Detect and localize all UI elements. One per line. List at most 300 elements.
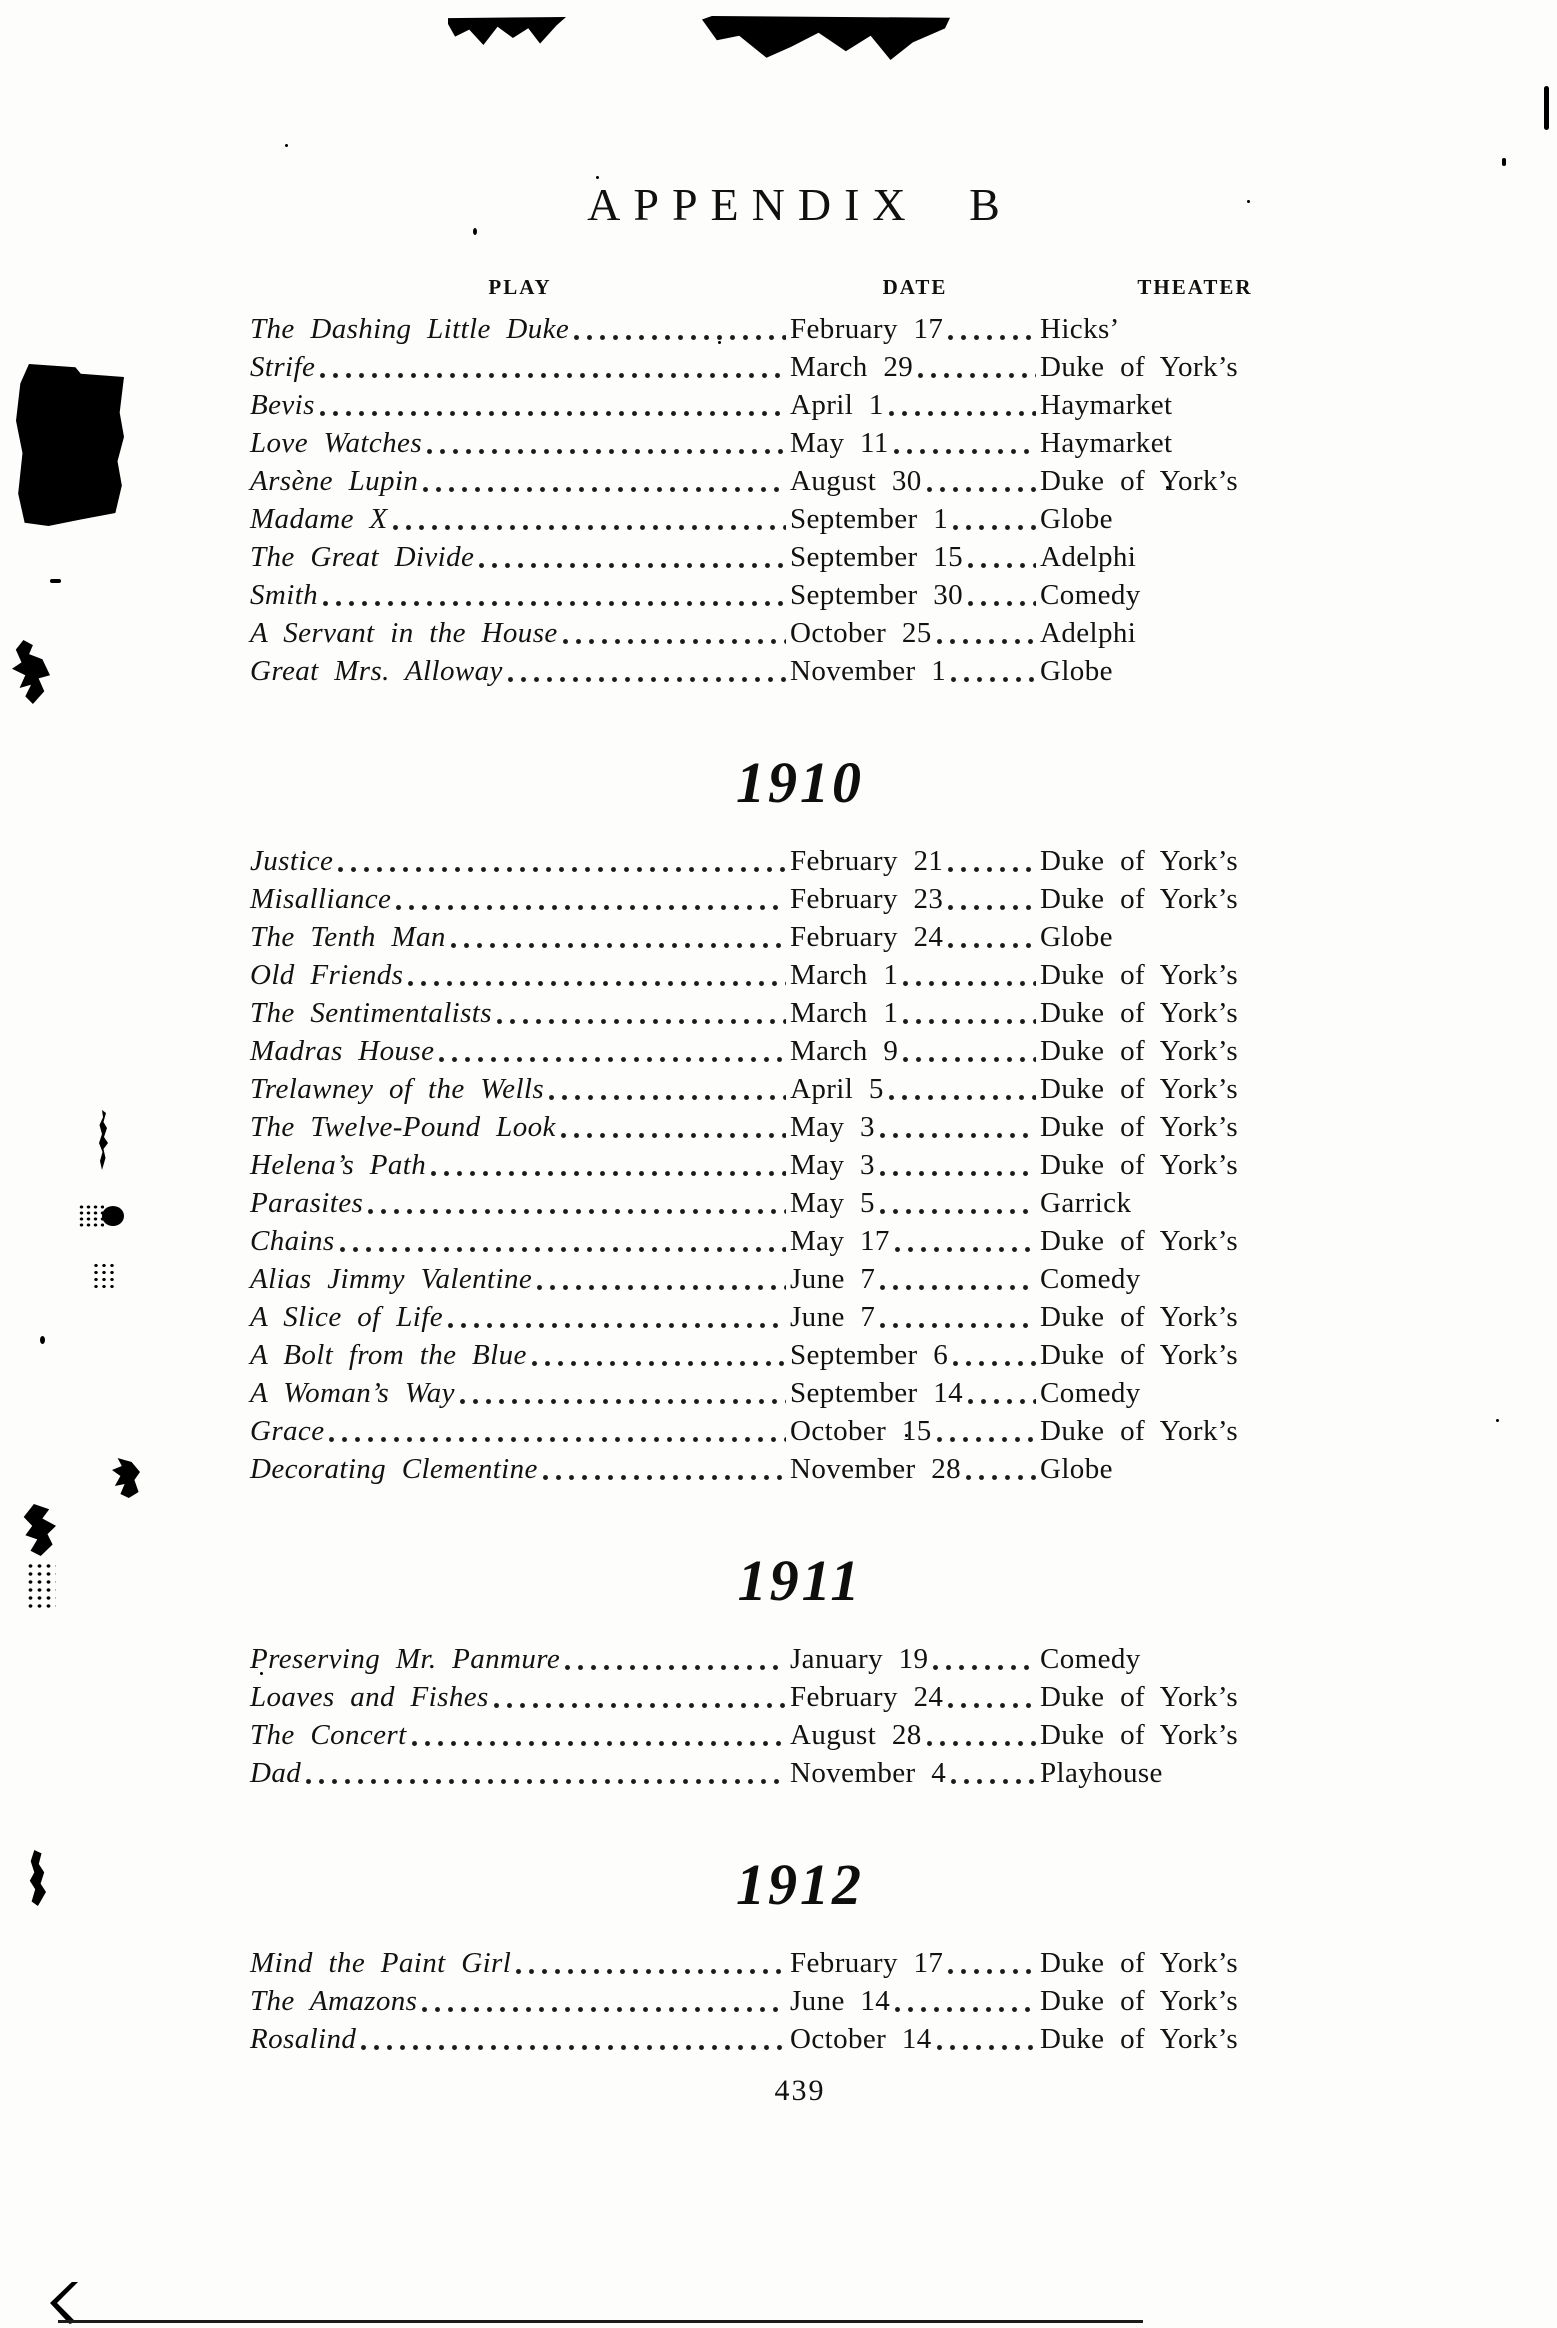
theater-name: Adelphi [1040, 617, 1137, 649]
theater-cell [1040, 1640, 1350, 1678]
play-title: Arsène Lupin [250, 465, 419, 497]
table-row [250, 1070, 1350, 1108]
theater-name: Duke of York’s [1040, 1415, 1239, 1447]
table-row [250, 462, 1350, 500]
table-row [250, 842, 1350, 880]
play-title: The Concert [250, 1719, 407, 1751]
table-row [250, 1754, 1350, 1792]
play-title: Mind the Paint Girl [250, 1947, 512, 1979]
play-date: October 15 [790, 1415, 932, 1447]
play-date: February 23 [790, 883, 944, 915]
play-date: April 5 [790, 1073, 884, 1105]
dot-leader [948, 310, 1036, 341]
section-rows [250, 842, 1350, 1488]
theater-name: Duke of York’s [1040, 465, 1239, 497]
table-row [250, 2020, 1350, 2058]
play-cell [250, 1754, 790, 1792]
table-row [250, 1982, 1350, 2020]
play-date: September 15 [790, 541, 964, 573]
play-date: March 1 [790, 997, 899, 1029]
theater-cell [1040, 1982, 1350, 2020]
play-title: Decorating Clementine [250, 1453, 538, 1485]
play-cell [250, 652, 790, 690]
play-title: Bevis [250, 389, 315, 421]
table-header-row [250, 275, 1350, 300]
theater-cell [1040, 1146, 1350, 1184]
dot-leader [968, 538, 1036, 569]
dot-leader [479, 538, 786, 569]
play-date: November 1 [790, 655, 947, 687]
dot-leader [451, 918, 786, 949]
play-date: September 14 [790, 1377, 964, 1409]
dot-leader [948, 918, 1036, 949]
play-cell [250, 576, 790, 614]
dot-leader [320, 386, 786, 417]
theater-name: Comedy [1040, 579, 1141, 611]
table-row [250, 1374, 1350, 1412]
theater-cell [1040, 994, 1350, 1032]
play-title: Grace [250, 1415, 325, 1447]
theater-name: Duke of York’s [1040, 1719, 1239, 1751]
theater-cell [1040, 1678, 1350, 1716]
theater-cell [1040, 1754, 1350, 1792]
year-section [250, 744, 1350, 1488]
theater-cell [1040, 1260, 1350, 1298]
dot-leader [953, 500, 1036, 531]
table-row [250, 538, 1350, 576]
play-date: August 28 [790, 1719, 922, 1751]
date-cell [790, 1374, 1040, 1412]
date-cell [790, 880, 1040, 918]
theater-name: Globe [1040, 1453, 1113, 1485]
dot-leader [574, 310, 786, 341]
date-cell [790, 1678, 1040, 1716]
dot-leader [393, 500, 786, 531]
date-cell [790, 310, 1040, 348]
theater-cell [1040, 576, 1350, 614]
theater-name: Comedy [1040, 1377, 1141, 1409]
play-date: October 25 [790, 617, 932, 649]
table-row [250, 500, 1350, 538]
date-cell [790, 1412, 1040, 1450]
play-title: The Dashing Little Duke [250, 313, 570, 345]
play-cell [250, 1298, 790, 1336]
ink-spot-left-margin [102, 1206, 124, 1226]
play-date: February 21 [790, 845, 944, 877]
dot-leader [408, 956, 786, 987]
play-date: August 30 [790, 465, 922, 497]
dot-leader [423, 462, 786, 493]
theater-cell [1040, 1944, 1350, 1982]
play-cell [250, 880, 790, 918]
play-title: Madras House [250, 1035, 435, 1067]
play-cell [250, 500, 790, 538]
play-cell [250, 1716, 790, 1754]
play-title: Trelawney of the Wells [250, 1073, 545, 1105]
play-date: January 19 [790, 1643, 929, 1675]
table-row [250, 652, 1350, 690]
dot-leader [396, 880, 786, 911]
dot-leader [412, 1716, 786, 1747]
dot-leader [460, 1374, 786, 1405]
play-cell [250, 310, 790, 348]
ink-blot-left-margin [16, 364, 124, 526]
play-title: Love Watches [250, 427, 423, 459]
date-cell [790, 500, 1040, 538]
play-date: June 7 [790, 1301, 876, 1333]
dot-leader [880, 1108, 1036, 1139]
dot-leader [323, 576, 786, 607]
ink-smudge-left-margin [22, 1504, 56, 1556]
play-cell [250, 1412, 790, 1450]
dot-leader [895, 1222, 1036, 1253]
play-title: Chains [250, 1225, 335, 1257]
theater-name: Duke of York’s [1040, 1985, 1239, 2017]
play-title: The Great Divide [250, 541, 475, 573]
play-title: Parasites [250, 1187, 364, 1219]
date-cell [790, 1032, 1040, 1070]
play-cell [250, 956, 790, 994]
play-title: Loaves and Fishes [250, 1681, 489, 1713]
date-cell [790, 462, 1040, 500]
date-cell [790, 1982, 1040, 2020]
date-cell [790, 1222, 1040, 1260]
dot-leader [948, 880, 1036, 911]
theater-cell [1040, 538, 1350, 576]
dot-leader [338, 842, 786, 873]
play-cell [250, 1146, 790, 1184]
play-cell [250, 386, 790, 424]
theater-name: Duke of York’s [1040, 351, 1239, 383]
dot-leader [880, 1260, 1036, 1291]
scan-artifact [50, 579, 61, 583]
theater-cell [1040, 1222, 1350, 1260]
play-date: May 11 [790, 427, 889, 459]
ink-smudge-left-margin [12, 640, 50, 704]
year-heading: 1912 [736, 1852, 864, 1917]
dot-leader [889, 1070, 1036, 1101]
play-title: Misalliance [250, 883, 392, 915]
dot-leader [968, 1374, 1036, 1405]
date-cell [790, 1640, 1040, 1678]
dot-leader [927, 462, 1036, 493]
dot-leader [516, 1944, 786, 1975]
dot-leader [889, 386, 1036, 417]
table-row [250, 1298, 1350, 1336]
theater-cell [1040, 310, 1350, 348]
play-date: February 24 [790, 921, 944, 953]
play-cell [250, 1678, 790, 1716]
play-title: Justice [250, 845, 334, 877]
theater-name: Haymarket [1040, 427, 1173, 459]
theater-name: Haymarket [1040, 389, 1173, 421]
dot-leader [966, 1450, 1036, 1481]
theater-cell [1040, 1108, 1350, 1146]
play-date: September 1 [790, 503, 949, 535]
table-row [250, 424, 1350, 462]
theater-cell [1040, 842, 1350, 880]
dot-leader [532, 1336, 786, 1367]
play-date: February 17 [790, 1947, 944, 1979]
section-rows [250, 1640, 1350, 1792]
dot-leader [340, 1222, 786, 1253]
table-row [250, 310, 1350, 348]
ink-spot [40, 1336, 45, 1344]
play-date: April 1 [790, 389, 884, 421]
play-cell [250, 842, 790, 880]
dot-leader [431, 1146, 786, 1177]
table-row [250, 1184, 1350, 1222]
play-date: June 7 [790, 1263, 876, 1295]
theater-name: Duke of York’s [1040, 2023, 1239, 2055]
theater-name: Duke of York’s [1040, 1111, 1239, 1143]
theater-cell [1040, 880, 1350, 918]
theater-name: Duke of York’s [1040, 1681, 1239, 1713]
theater-name: Duke of York’s [1040, 1339, 1239, 1371]
play-date: February 24 [790, 1681, 944, 1713]
play-cell [250, 1070, 790, 1108]
play-title: The Sentimentalists [250, 997, 492, 1029]
year-section [250, 310, 1350, 690]
theater-name: Comedy [1040, 1643, 1141, 1675]
dot-leader [439, 1032, 786, 1063]
table-row [250, 1222, 1350, 1260]
dot-leader [329, 1412, 786, 1443]
play-date: May 17 [790, 1225, 890, 1257]
play-title: Helena’s Path [250, 1149, 427, 1181]
play-title: Alias Jimmy Valentine [250, 1263, 533, 1295]
dot-leader [937, 614, 1036, 645]
page-number: 439 [774, 2074, 826, 2107]
dot-leader [927, 1716, 1036, 1747]
dot-leader [937, 2020, 1036, 2051]
theater-name: Duke of York’s [1040, 845, 1239, 877]
table-row [250, 1450, 1350, 1488]
date-cell [790, 918, 1040, 956]
play-cell [250, 424, 790, 462]
play-title: Dad [250, 1757, 302, 1789]
theater-cell [1040, 1184, 1350, 1222]
play-title: A Servant in the House [250, 617, 558, 649]
play-cell [250, 1374, 790, 1412]
date-cell [790, 386, 1040, 424]
year-section [250, 1846, 1350, 2058]
date-cell [790, 1070, 1040, 1108]
dot-leader [903, 956, 1036, 987]
dot-leader [508, 652, 786, 683]
play-cell [250, 538, 790, 576]
dot-leader [880, 1146, 1036, 1177]
dot-leader [565, 1640, 786, 1671]
date-cell [790, 994, 1040, 1032]
table-row [250, 994, 1350, 1032]
column-header-date: DATE [882, 275, 948, 299]
play-title: The Amazons [250, 1985, 418, 2017]
dot-leader [549, 1070, 786, 1101]
theater-cell [1040, 1070, 1350, 1108]
theater-name: Globe [1040, 921, 1113, 953]
table-row [250, 1716, 1350, 1754]
play-cell [250, 1336, 790, 1374]
play-date: September 6 [790, 1339, 949, 1371]
dot-leader [494, 1678, 786, 1709]
dot-leader [937, 1412, 1036, 1443]
play-date: October 14 [790, 2023, 932, 2055]
theater-name: Comedy [1040, 1263, 1141, 1295]
table-row [250, 1944, 1350, 1982]
table-row [250, 614, 1350, 652]
table-row [250, 1146, 1350, 1184]
ink-smudge-left-margin [98, 1110, 108, 1170]
theater-cell [1040, 918, 1350, 956]
theater-name: Duke of York’s [1040, 1073, 1239, 1105]
column-header-play: PLAY [488, 275, 552, 299]
dot-leader [320, 348, 786, 379]
play-title: The Tenth Man [250, 921, 446, 953]
date-cell [790, 1184, 1040, 1222]
date-cell [790, 652, 1040, 690]
theater-cell [1040, 2020, 1350, 2058]
date-cell [790, 614, 1040, 652]
table-row [250, 576, 1350, 614]
dot-leader [361, 2020, 786, 2051]
theater-name: Garrick [1040, 1187, 1132, 1219]
date-cell [790, 842, 1040, 880]
theater-name: Hicks’ [1040, 313, 1120, 345]
dot-leader [497, 994, 786, 1025]
ink-mark-bottom-left [50, 2282, 78, 2324]
theater-cell [1040, 1298, 1350, 1336]
theater-cell [1040, 652, 1350, 690]
table-row [250, 348, 1350, 386]
dot-leader [953, 1336, 1036, 1367]
theater-cell [1040, 1716, 1350, 1754]
theater-cell [1040, 956, 1350, 994]
theater-cell [1040, 386, 1350, 424]
dot-leader [561, 1108, 786, 1139]
play-cell [250, 1982, 790, 2020]
theater-cell [1040, 348, 1350, 386]
theater-cell [1040, 614, 1350, 652]
dot-leader [948, 1678, 1036, 1709]
table-row [250, 386, 1350, 424]
date-cell [790, 1716, 1040, 1754]
scan-line-bottom-edge [58, 2320, 1143, 2323]
dot-leader [918, 348, 1036, 379]
table-row [250, 956, 1350, 994]
theater-cell [1040, 1336, 1350, 1374]
date-cell [790, 1146, 1040, 1184]
ink-speckle [92, 1262, 116, 1290]
play-title: Smith [250, 579, 319, 611]
date-cell [790, 424, 1040, 462]
year-heading: 1911 [737, 1548, 863, 1613]
play-cell [250, 462, 790, 500]
table-row [250, 1260, 1350, 1298]
dot-leader [948, 842, 1036, 873]
theater-name: Duke of York’s [1040, 1301, 1239, 1333]
theater-name: Duke of York’s [1040, 1035, 1239, 1067]
dot-leader [880, 1298, 1036, 1329]
play-title: The Twelve-Pound Look [250, 1111, 556, 1143]
dot-leader [968, 576, 1036, 607]
play-date: November 4 [790, 1757, 947, 1789]
year-heading: 1910 [736, 750, 864, 815]
play-date: March 1 [790, 959, 899, 991]
theater-cell [1040, 1450, 1350, 1488]
dot-leader [903, 994, 1036, 1025]
table-row [250, 1108, 1350, 1146]
table-row [250, 1412, 1350, 1450]
date-cell [790, 1108, 1040, 1146]
ink-speckle [78, 1204, 104, 1228]
play-cell [250, 1222, 790, 1260]
theater-cell [1040, 424, 1350, 462]
play-date: March 29 [790, 351, 914, 383]
dot-leader [543, 1450, 786, 1481]
play-cell [250, 1184, 790, 1222]
date-cell [790, 2020, 1040, 2058]
play-date: June 14 [790, 1985, 891, 2017]
dot-leader [563, 614, 786, 645]
play-cell [250, 1108, 790, 1146]
theater-cell [1040, 500, 1350, 538]
theater-name: Duke of York’s [1040, 1149, 1239, 1181]
play-title: A Bolt from the Blue [250, 1339, 527, 1371]
theater-name: Globe [1040, 655, 1113, 687]
theater-cell [1040, 1374, 1350, 1412]
theater-name: Duke of York’s [1040, 997, 1239, 1029]
page-title: APPENDIX B [587, 179, 1013, 230]
theater-name: Adelphi [1040, 541, 1137, 573]
date-cell [790, 1450, 1040, 1488]
dot-leader [894, 424, 1036, 455]
dot-leader [933, 1640, 1036, 1671]
play-date: March 9 [790, 1035, 899, 1067]
theater-cell [1040, 1032, 1350, 1070]
play-title: Madame X [250, 503, 388, 535]
date-cell [790, 1336, 1040, 1374]
play-title: Great Mrs. Alloway [250, 655, 503, 687]
play-cell [250, 1450, 790, 1488]
dot-leader [948, 1944, 1036, 1975]
scan-artifact-right-edge [1502, 158, 1506, 166]
theater-name: Duke of York’s [1040, 959, 1239, 991]
table-row [250, 1336, 1350, 1374]
play-title: Strife [250, 351, 316, 383]
theater-name: Duke of York’s [1040, 883, 1239, 915]
play-date: May 5 [790, 1187, 875, 1219]
theater-name: Playhouse [1040, 1757, 1163, 1789]
year-section [250, 1542, 1350, 1792]
play-cell [250, 348, 790, 386]
dot-leader [880, 1184, 1036, 1215]
play-date: February 17 [790, 313, 944, 345]
play-cell [250, 1260, 790, 1298]
table-row [250, 1032, 1350, 1070]
play-title: Old Friends [250, 959, 404, 991]
theater-name: Duke of York’s [1040, 1225, 1239, 1257]
dot-leader [537, 1260, 786, 1291]
play-title: Preserving Mr. Panmure [250, 1643, 561, 1675]
play-title: A Woman’s Way [250, 1377, 455, 1409]
play-date: May 3 [790, 1149, 875, 1181]
theater-name: Duke of York’s [1040, 1947, 1239, 1979]
date-cell [790, 538, 1040, 576]
table-row [250, 880, 1350, 918]
play-cell [250, 1640, 790, 1678]
play-date: November 28 [790, 1453, 962, 1485]
